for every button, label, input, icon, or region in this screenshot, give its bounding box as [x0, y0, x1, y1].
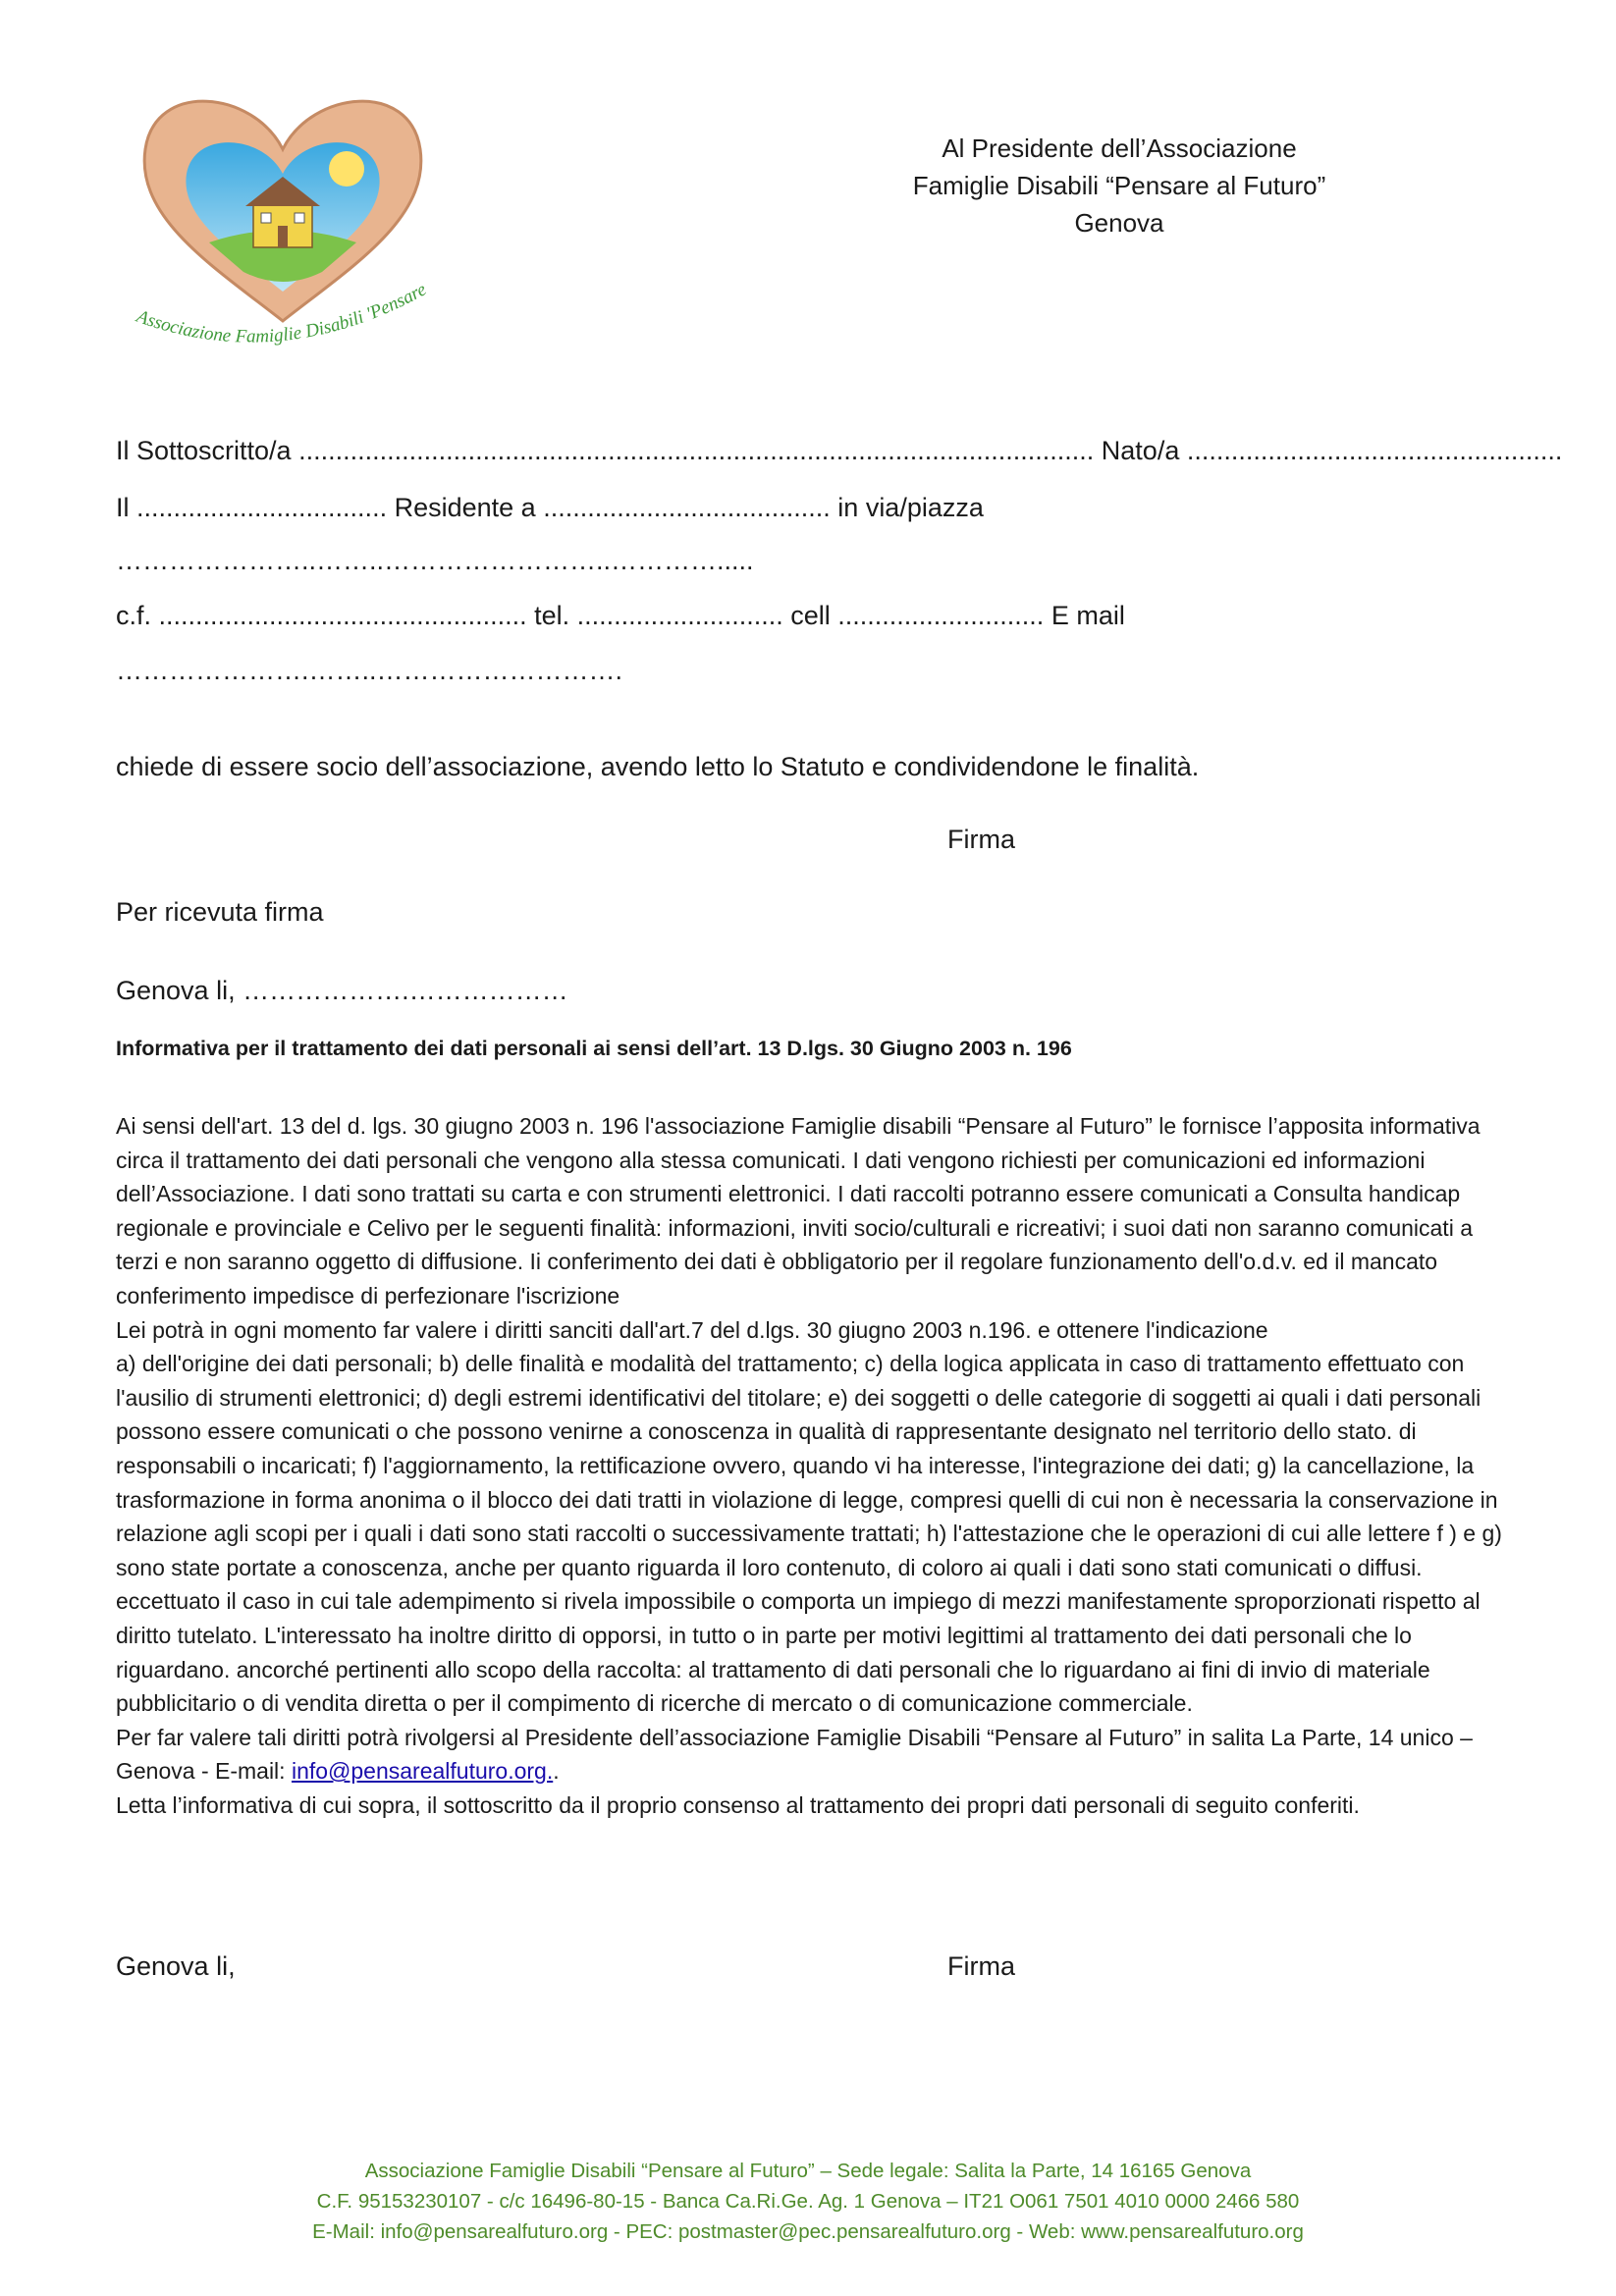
form-line-address: [116, 546, 754, 576]
field-birthplace[interactable]: ...................................................: [1186, 436, 1563, 465]
form-line-email: [116, 656, 622, 686]
label-residente: Residente a: [394, 493, 536, 522]
association-logo: [116, 80, 450, 375]
informativa-para-1: Ai sensi dell'art. 13 del d. lgs. 30 giugno 2003 n. 196 l'associazione Famiglie disabili “Pensare al Futuro” le fornisce l’apposita informativa circa il trattamento dei dati personali che vengono alla stessa comunicati. I dati vengono richiesti per comunicazioni ed informazioni dell’Associazione. I dati sono trattati su carta e con strumenti elettronici. I dati raccolti potranno essere comunicati a Consulta handicap regionale e provinciale e Celivo per le seguenti finalità: informazioni, inviti socio/culturali e ricreativi; i suoi dati non saranno comunicati a terzi e non saranno oggetto di diffusione. Ii conferimento dei dati è obbligatorio per il regolare funzionamento dell'o.d.v. ed il mancato conferimento impedisce di perfezionare l'iscrizione: [116, 1113, 1481, 1308]
para-4-suffix: .: [553, 1758, 560, 1785]
informativa-para-3: a) dell'origine dei dati personali; b) delle finalità e modalità del trattamento; c) della logica applicata in caso di trattamento effettuato con l'ausilio di strumenti elettronici; d) degli estremi identificativi del titolare; e) dei soggetti o delle categorie di soggetti ai quali i dati personali possono essere comunicati o che possono venirne a conoscenza in qualità di rappresentante designato nel territorio dello stato. di responsabili o incaricati; f) l'aggiornamento, la rettificazione ovvero, quando vi ha interesse, l'integrazione dei dati; g) la cancellazione, la trasformazione in forma anonima o il blocco dei dati tratti in violazione di legge, compresi quelli di cui non è necessaria la conservazione in relazione agli scopi per i quali i dati sono stati raccolti o successivamente trattati; h) l'attestazione che le operazioni di cui alle lettere f ) e g) sono state portate a conoscenza, anche per quanto riguarda il loro contenuto, di coloro ai quali i dati sono stati comunicati o diffusi. eccettuato il caso in cui tale adempimento si rivela impossibile o comporta un impiego di mezzi manifestamente sproporzionati rispetto al diritto tutelato. L'interessato ha inoltre diritto di opporsi, in tutto o in parte per motivi legittimi al trattamento dei dati personali che lo riguardano. ancorché pertinenti allo scopo della raccolta: al trattamento di dati personali che lo riguardano ai fini di invio di materiale pubblicitario o di vendita diretta o per il compimento di ricerche di mercato o di comunicazione commerciale.: [116, 1351, 1502, 1717]
recipient-line-2: Famiglie Disabili “Pensare al Futuro”: [912, 171, 1326, 200]
label-via: in via/piazza: [837, 493, 984, 522]
recipient-line-3: Genova: [1074, 208, 1164, 238]
date-line: [116, 976, 568, 1006]
label-il: Il: [116, 493, 130, 522]
field-residence[interactable]: .......................................: [543, 493, 831, 522]
form-line-contacts: [116, 601, 1125, 631]
membership-request: chiede di essere socio dell’associazione, avendo letto lo Statuto e condividendone le finalità.: [116, 752, 1200, 781]
informativa-body: [116, 1109, 1510, 1822]
received-signature: Per ricevuta firma: [116, 897, 324, 927]
field-cf[interactable]: ..................................................: [158, 601, 527, 630]
recipient-line-1: Al Presidente dell’Associazione: [942, 133, 1297, 163]
label-sottoscritto: Il Sottoscritto/a: [116, 436, 292, 465]
signature-label-1: Firma: [947, 825, 1015, 854]
para-4-text: Per far valere tali diritti potrà rivolgersi al Presidente dell’associazione Famiglie Disabili “Pensare al Futuro” in salita La Parte, 14 unico – Genova - E-mail:: [116, 1724, 1473, 1785]
informativa-para-2: Lei potrà in ogni momento far valere i diritti sanciti dall'art.7 del d.lgs. 30 giugno 2003 n.196. e ottenere l'indicazione: [116, 1316, 1268, 1343]
informativa-para-5: Letta l’informativa di cui sopra, il sottoscritto da il proprio consenso al trattamento dei propri dati personali di seguito conferiti.: [116, 1791, 1360, 1818]
email-link[interactable]: info@pensarealfuturo.org.: [291, 1758, 554, 1785]
field-date[interactable]: ……………….………………: [242, 976, 568, 1005]
form-line-name: [116, 436, 1562, 466]
field-tel[interactable]: ............................: [576, 601, 783, 630]
label-tel: tel.: [534, 601, 570, 630]
final-signature-label: Firma: [947, 1951, 1015, 1981]
field-name[interactable]: ............................................................................................................: [298, 436, 1095, 465]
final-date-label: Genova li,: [116, 1951, 236, 1981]
logo-caption: Associazione Famiglie Disabili 'Pensare: [134, 279, 430, 347]
label-email: E mail: [1050, 601, 1125, 630]
date-label: Genova li,: [116, 976, 236, 1005]
label-cf: c.f.: [116, 601, 152, 630]
footer-line-1: Associazione Famiglie Disabili “Pensare al Futuro” – Sede legale: Salita la Parte, 14 16165 Genova: [364, 2160, 1252, 2182]
field-address[interactable]: …………………..……..……………………..………….....: [116, 546, 754, 575]
label-nato: Nato/a: [1101, 436, 1180, 465]
informativa-title: Informativa per il trattamento dei dati personali ai sensi dell’art. 13 D.lgs. 30 Giugno 2003 n. 196: [116, 1037, 1072, 1060]
footer-line-2: C.F. 95153230107 - c/c 16496-80-15 - Banca Ca.Ri.Ge. Ag. 1 Genova – IT21 O061 7501 4010 0000 2466 580: [316, 2190, 1300, 2213]
field-email[interactable]: ………………….……..……………………….: [116, 656, 623, 685]
footer-line-3: E-Mail: info@pensarealfuturo.org - PEC: postmaster@pec.pensarealfuturo.org - Web: www.pensarealfuturo.org: [312, 2220, 1304, 2243]
field-birthdate[interactable]: ..................................: [136, 493, 388, 522]
informativa-para-4: [116, 1721, 1510, 1789]
field-cell[interactable]: ............................: [837, 601, 1045, 630]
label-cell: cell: [790, 601, 831, 630]
heart-hands-logo-icon: [116, 80, 450, 375]
form-line-residence: [116, 493, 984, 523]
